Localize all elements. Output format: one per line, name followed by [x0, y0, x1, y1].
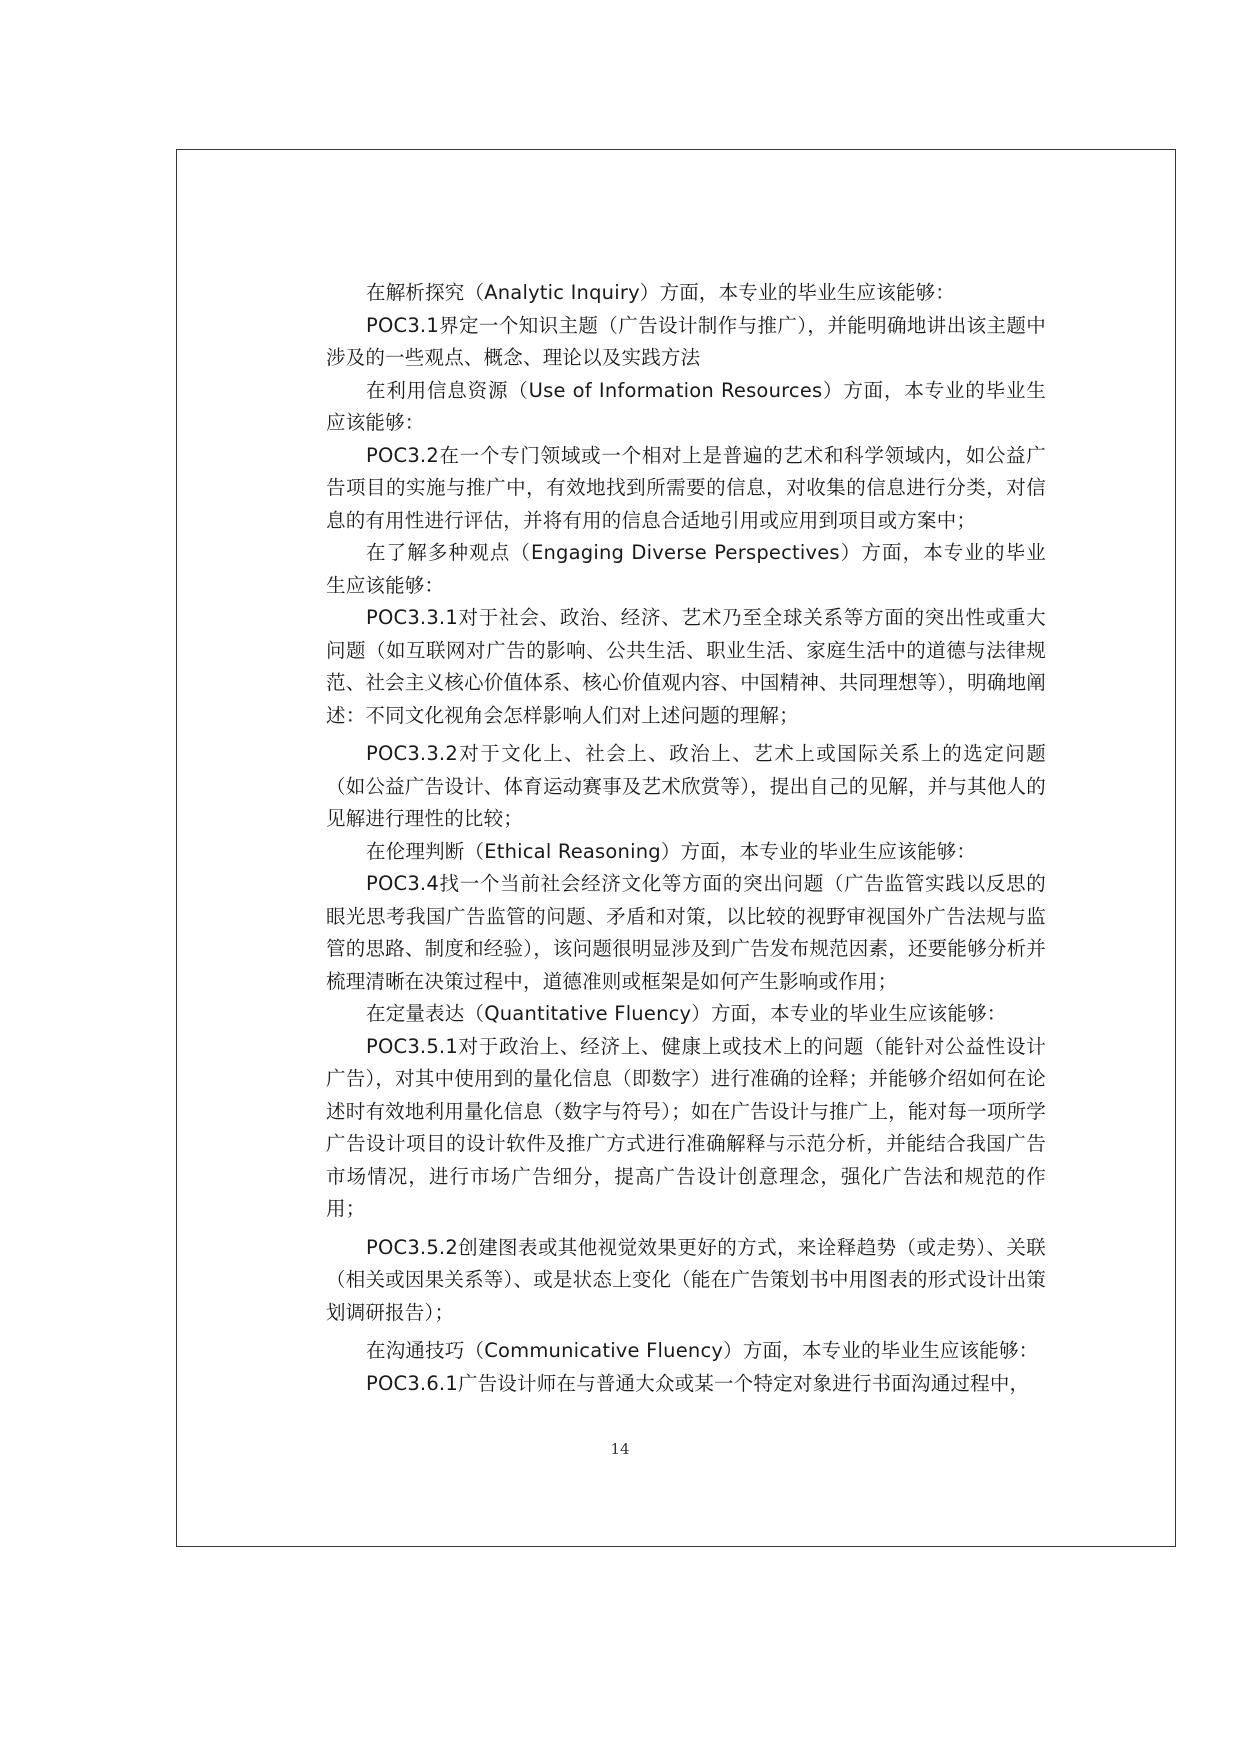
paragraph-poc3-5-2: POC3.5.2创建图表或其他视觉效果更好的方式，来诠释趋势（或走势）、关联（相关或因果关系等）、或是状态上变化（能在广告策划书中用图表的形式设计出策划调研报告）； [326, 1235, 1046, 1324]
paragraph-diverse-perspectives-heading: 在了解多种观点（Engaging Diverse Perspectives）方面，本专业的毕业生应该能够： [326, 541, 1046, 597]
paragraph-poc3-5-1: POC3.5.1对于政治上、经济上、健康上或技术上的问题（能针对公益性设计广告），对其中使用到的量化信息（即数字）进行准确的诠释；并能够介绍如何在论述时有效地利用量化信息（数字与符号）；如在广告设计与推广上，能对每一项所学广告设计项目的设计软件及推广方式进行准确解释与示范分析，并能结合我国广告市场情况，进行市场广告细分，提高广告设计创意理念，强化广告法和规范的作用； [326, 1034, 1046, 1220]
paragraph-analytic-inquiry-heading: 在解析探究（Analytic Inquiry）方面，本专业的毕业生应该能够： [366, 281, 956, 304]
page-number: 14 [610, 1440, 630, 1458]
paragraph-poc3-1: POC3.1界定一个知识主题（广告设计制作与推广），并能明确地讲出该主题中涉及的一些观点、概念、理论以及实践方法 [326, 313, 1046, 369]
paragraph-poc3-6-1: POC3.6.1广告设计师在与普通大众或某一个特定对象进行书面沟通过程中， [366, 1371, 1030, 1395]
paragraph-poc3-3-2: POC3.3.2对于文化上、社会上、政治上、艺术上或国际关系上的选定问题（如公益广告设计、体育运动赛事及艺术欣赏等），提出自己的见解，并与其他人的见解进行理性的比较； [326, 742, 1046, 830]
paragraph-ethical-reasoning-heading: 在伦理判断（Ethical Reasoning）方面，本专业的毕业生应该能够： [366, 839, 977, 863]
paragraph-poc3-4: POC3.4找一个当前社会经济文化等方面的突出问题（广告监管实践以反思的眼光思考我国广告监管的问题、矛盾和对策，以比较的视野审视国外广告法规与监管的思路、制度和经验），该问题很明显涉及到广告发布规范因素，还要能够分析并梳理清晰在决策过程中，道德准则或框架是如何产生影响或作用； [326, 872, 1046, 993]
paragraph-information-resources-heading: 在利用信息资源（Use of Information Resources）方面，本专业的毕业生应该能够： [326, 378, 1046, 434]
paragraph-poc3-3-1: POC3.3.1对于社会、政治、经济、艺术乃至全球关系等方面的突出性或重大问题（如互联网对广告的影响、公共生活、职业生活、家庭生活中的道德与法律规范、社会主义核心价值体系、核心价值观内容、中国精神、共同理想等），明确地阐述：不同文化视角会怎样影响人们对上述问题的理解； [326, 606, 1046, 727]
paragraph-communicative-fluency-heading: 在沟通技巧（Communicative Fluency）方面，本专业的毕业生应该能够： [366, 1339, 1039, 1362]
document-body [326, 277, 1046, 1400]
paragraph-poc3-2: POC3.2在一个专门领域或一个相对上是普遍的艺术和科学领域内，如公益广告项目的实施与推广中，有效地找到所需要的信息，对收集的信息进行分类，对信息的有用性进行评估，并将有用的信息合适地引用或应用到项目或方案中； [326, 443, 1046, 532]
paragraph-quantitative-fluency-heading: 在定量表达（Quantitative Fluency）方面，本专业的毕业生应该能够： [366, 1002, 1007, 1025]
